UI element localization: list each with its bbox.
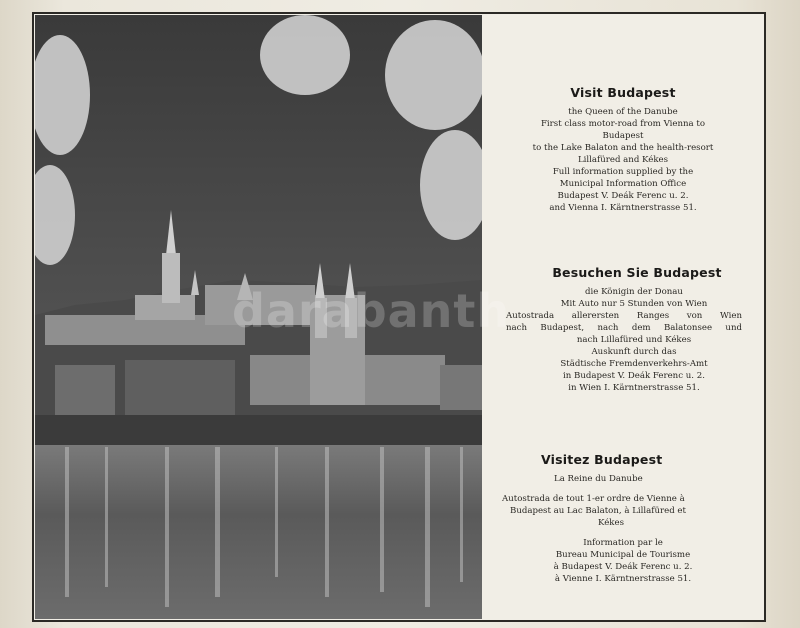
french-line: La Reine du Danube — [554, 474, 643, 484]
german-line: in Wien I. Kärntnerstrasse 51. — [568, 383, 700, 393]
english-line: Budapest V. Deák Ferenc u. 2. — [557, 191, 689, 201]
german-line: Autostrada allerersten Ranges von Wien — [506, 311, 742, 321]
french-line: Information par le — [583, 538, 663, 548]
budapest-night-photo — [35, 15, 482, 619]
english-line: First class motor-road from Vienna to — [540, 119, 706, 129]
english-section — [484, 85, 762, 214]
german-line: nach Budapest, nach dem Balatonsee und — [506, 323, 742, 333]
german-heading: Besuchen Sie Budapest — [552, 265, 722, 280]
german-line: Auskunft durch das — [591, 347, 677, 357]
german-line: in Budapest V. Deák Ferenc u. 2. — [563, 371, 705, 381]
german-line: nach Lillafüred und Kékes — [576, 335, 692, 345]
watermark: darabanth — [232, 284, 511, 338]
french-line: à Budapest V. Deák Ferenc u. 2. — [553, 562, 693, 572]
german-line: die Königin der Donau — [585, 287, 683, 297]
french-heading: Visitez Budapest — [541, 452, 663, 467]
english-line: to the Lake Balaton and the health-resort — [532, 143, 714, 153]
english-heading: Visit Budapest — [570, 85, 676, 100]
german-line: Mit Auto nur 5 Stunden von Wien — [560, 299, 708, 309]
english-line: Municipal Information Office — [559, 179, 687, 189]
french-line: Kékes — [598, 518, 624, 528]
german-line: Städtische Fremdenverkehrs-Amt — [560, 359, 708, 369]
french-line: Autostrada de tout 1-er ordre de Vienne à — [502, 494, 685, 504]
english-line: Lillafüred and Kékes — [577, 155, 669, 165]
french-line: à Vienne I. Kärntnerstrasse 51. — [554, 574, 692, 584]
french-line: Budapest au Lac Balaton, à Lillafüred et — [510, 506, 686, 516]
night-panorama-illustration — [35, 15, 482, 619]
english-line: Full information supplied by the — [552, 167, 694, 177]
english-line: Budapest — [602, 131, 644, 141]
german-section — [484, 265, 762, 394]
french-line: Bureau Municipal de Tourisme — [555, 550, 691, 560]
text-column — [484, 15, 762, 619]
english-line: and Vienna I. Kärntnerstrasse 51. — [549, 203, 697, 213]
english-line: the Queen of the Danube — [568, 107, 678, 117]
french-section — [484, 452, 762, 585]
